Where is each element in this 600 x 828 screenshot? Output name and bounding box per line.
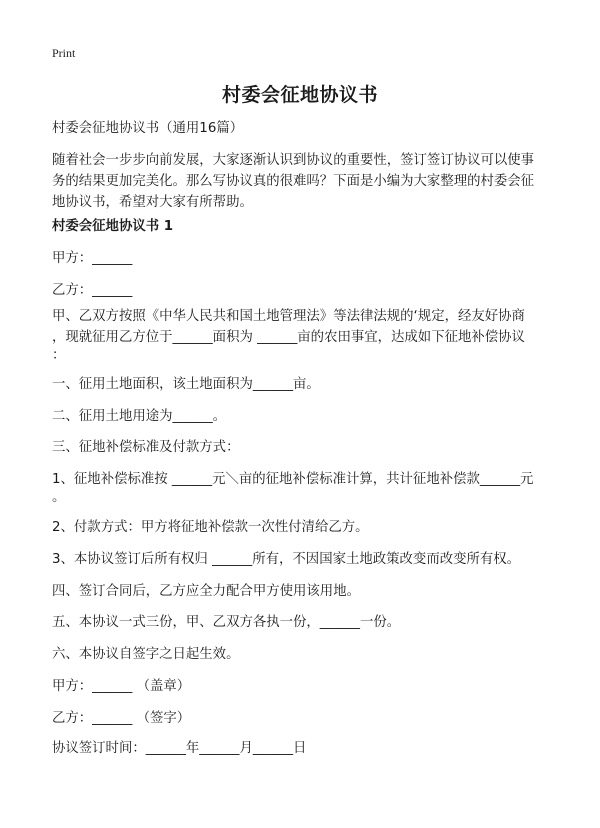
preamble-line: 甲、乙双方按照《中华人民共和国土地管理法》等法律法规的‘规定，经友好协商 xyxy=(52,309,525,324)
clause-3-1-line: 。 xyxy=(52,490,66,505)
signature-party-a: 甲方：______ （盖章） xyxy=(52,679,191,694)
clause-3-2: 2、付款方式：甲方将征地补偿款一次性付清给乙方。 xyxy=(52,520,369,535)
clause-2: 二、征用土地用途为______。 xyxy=(52,409,227,424)
intro-line: 务的结果更加完美化。那么写协议真的很难吗？下面是小编为大家整理的村委会征 xyxy=(52,174,535,189)
party-b-line: 乙方：______ xyxy=(52,283,133,298)
party-a-line: 甲方：______ xyxy=(52,251,133,266)
preamble-line: ，现就征用乙方位于______面积为 ______亩的农田事宜，达成如下征地补偿协议 xyxy=(52,330,525,345)
clause-3-3: 3、本协议签订后所有权归 ______所有，不因国家土地政策改变而改变所有权。 xyxy=(52,552,521,567)
signature-party-b: 乙方：______ （签字） xyxy=(52,711,191,726)
preamble-line: ： xyxy=(52,348,66,363)
clause-4: 四、签订合同后，乙方应全力配合甲方使用该用地。 xyxy=(52,584,360,599)
section-heading: 村委会征地协议书 1 xyxy=(52,219,174,234)
signature-date: 协议签订时间：______年______月______日 xyxy=(52,741,307,756)
document-subtitle: 村委会征地协议书（通用16篇） xyxy=(52,121,244,136)
clause-6: 六、本协议自签字之日起生效。 xyxy=(52,647,240,662)
clause-1: 一、征用土地面积，该土地面积为______亩。 xyxy=(52,377,320,392)
print-link[interactable]: Print xyxy=(52,46,76,60)
clause-3-1-line: 1、征地补偿标准按 ______元＼亩的征地补偿标准计算，共计征地补偿款______元 xyxy=(52,472,534,487)
intro-line: 随着社会一步步向前发展，大家逐渐认识到协议的重要性，签订签订协议可以使事 xyxy=(52,153,535,168)
clause-3: 三、征地补偿标准及付款方式： xyxy=(52,440,240,455)
clause-5: 五、本协议一式三份，甲、乙双方各执一份，______一份。 xyxy=(52,615,401,630)
page-title: 村委会征地协议书 xyxy=(221,84,378,106)
intro-line: 地协议书，希望对大家有所帮助。 xyxy=(52,195,253,210)
